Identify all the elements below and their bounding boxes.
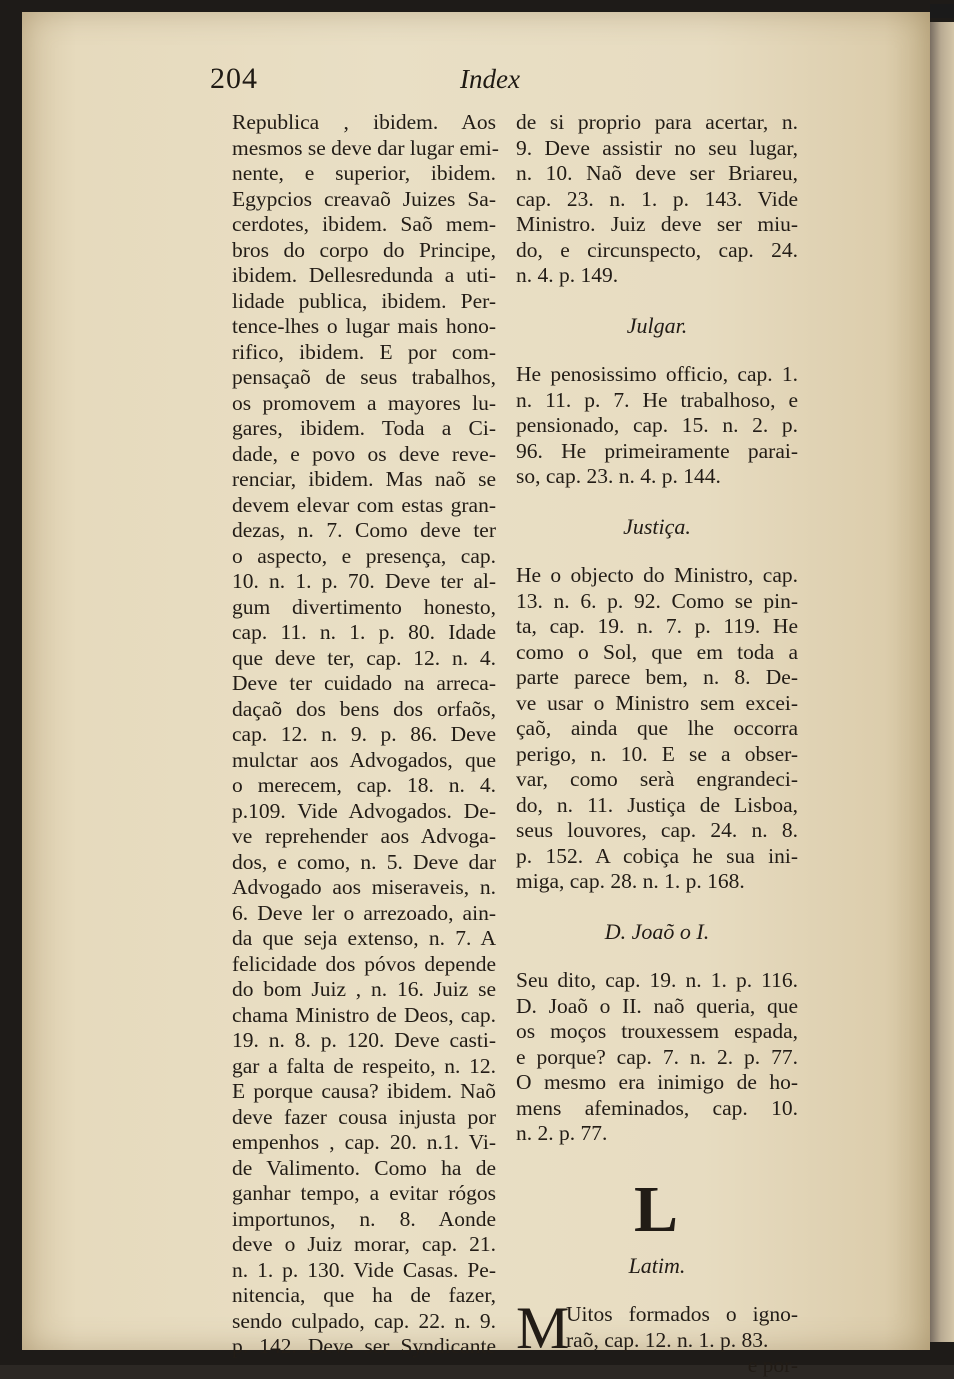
- text-line: ganhar tempo, a evitar rógos: [232, 1181, 496, 1205]
- text-line: p. 142. Deve ser Syndicante: [232, 1334, 496, 1358]
- page-number: 204: [210, 62, 258, 95]
- text-line: deve o Juiz morar, cap. 21.: [232, 1232, 496, 1256]
- section-heading-latim: Latim.: [628, 1252, 686, 1278]
- left-column: [232, 110, 499, 1360]
- drop-cap: M: [516, 1295, 570, 1361]
- text-line: lidade publica, ibidem. Per-: [232, 288, 496, 313]
- text-line: 9. Deve assistir no seu lugar,: [516, 135, 798, 160]
- facing-page-edge: [928, 22, 954, 1342]
- text-line: gar a falta de respeito, n. 12.: [232, 1053, 496, 1078]
- text-line: felicidade dos póvos depende: [232, 951, 496, 976]
- text-line: n. 10. Naõ deve ser Briareu,: [516, 161, 798, 185]
- text-line: pensaçaõ de seus trabalhos,: [232, 365, 496, 389]
- text-line: que deve ter, cap. 12. n. 4.: [232, 645, 496, 670]
- text-line: deve fazer cousa injusta por: [232, 1104, 496, 1129]
- text-line: raõ, cap. 12. n. 1. p. 83.: [566, 1327, 769, 1352]
- text-line: da que seja extenso, n. 7. A: [232, 926, 496, 950]
- text-line: ibidem. Dellesredunda a uti-: [232, 263, 496, 287]
- text-line: He penosissimo officio, cap. 1.: [516, 362, 798, 386]
- text-line: E porque causa? ibidem. Naõ: [232, 1079, 496, 1103]
- text-line: do bom Juiz , n. 16. Juiz se: [232, 977, 496, 1001]
- text-line: mesmos se deve dar lugar emi-: [232, 135, 499, 160]
- text-line: He o objecto do Ministro, cap.: [516, 563, 798, 587]
- text-line: 10. n. 1. p. 70. Deve ter al-: [232, 569, 496, 593]
- text-line: 6. Deve ler o arrezoado, ain-: [232, 900, 496, 925]
- text-line: o aspecto, e presença, cap.: [232, 543, 496, 568]
- text-line: pensionado, cap. 15. n. 2. p.: [516, 413, 798, 437]
- text-line: os moços trouxessem espada,: [516, 1019, 798, 1043]
- text-line: Advogado aos miseraveis, n.: [232, 875, 496, 899]
- text-line: n. 2. p. 77.: [516, 1121, 608, 1145]
- text-line: de si proprio para acertar, n.: [516, 110, 798, 134]
- section-heading-justica: Justiça.: [623, 513, 691, 539]
- section-heading-joao: D. Joaõ o I.: [604, 918, 710, 944]
- text-line: Republica , ibidem. Aos: [232, 110, 496, 134]
- text-line: o merecem, cap. 18. n. 4.: [232, 773, 496, 797]
- text-line: 13. n. 6. p. 92. Como se pin-: [516, 588, 798, 613]
- text-line: nente, e superior, ibidem.: [232, 161, 496, 185]
- text-line: Ministro. Juiz deve ser miu-: [516, 212, 798, 236]
- entry-block: [516, 563, 798, 895]
- text-line: nitencia, que ha de fazer,: [232, 1283, 496, 1307]
- text-line: D. Joaõ o II. naõ queria, que: [516, 993, 798, 1018]
- catchword: e por-: [747, 1353, 798, 1377]
- text-line: como o Sol, que em toda a: [516, 639, 798, 664]
- text-line: dos, e como, n. 5. Deve dar: [232, 849, 496, 874]
- text-line: seus louvores, cap. 24. n. 8.: [516, 818, 798, 842]
- text-line: miga, cap. 28. n. 1. p. 168.: [516, 869, 745, 893]
- text-line: 96. He primeiramente parai-: [516, 438, 798, 463]
- running-title: Index: [460, 64, 520, 94]
- text-line: Uitos formados o igno-: [566, 1302, 798, 1326]
- text-line: cerdotes, ibidem. Saõ mem-: [232, 212, 496, 236]
- text-line: so, cap. 23. n. 4. p. 144.: [516, 464, 721, 488]
- section-letter: L: [633, 1172, 681, 1246]
- text-line: cap. 23. n. 1. p. 143. Vide: [516, 186, 798, 211]
- text-line: gares, ibidem. Toda a Ci-: [232, 416, 496, 440]
- entry-block: [516, 362, 798, 490]
- entry-block: [516, 110, 798, 289]
- text-line: renciar, ibidem. Mas naõ se: [232, 467, 496, 491]
- text-line: do, n. 11. Justiça de Lisboa,: [516, 792, 798, 817]
- text-line: dade, e povo os deve reve-: [232, 441, 496, 466]
- text-line: mulctar aos Advogados, que: [232, 747, 496, 772]
- text-line: var, como serà engrandeci-: [516, 767, 798, 791]
- drop-cap-paragraph: [516, 1295, 798, 1361]
- page-header: [210, 62, 530, 102]
- section-heading-julgar: Julgar.: [626, 312, 688, 338]
- text-line: cap. 12. n. 9. p. 86. Deve: [232, 722, 496, 746]
- text-line: Seu dito, cap. 19. n. 1. p. 116.: [516, 968, 798, 992]
- text-line: importunos, n. 8. Aonde: [232, 1206, 496, 1231]
- text-line: dezas, n. 7. Como deve ter: [232, 518, 496, 542]
- text-line: bros do corpo do Principe,: [232, 237, 496, 262]
- text-line: chama Ministro de Deos, cap.: [232, 1002, 496, 1027]
- text-line: ta, cap. 19. n. 7. p. 119. He: [516, 614, 798, 638]
- right-column: [516, 110, 798, 1379]
- text-line: parte parece bem, n. 8. De-: [516, 665, 798, 689]
- text-line: rifico, ibidem. E por com-: [232, 339, 496, 364]
- text-line: 19. n. 8. p. 120. Deve casti-: [232, 1028, 496, 1052]
- text-line: tence-lhes o lugar mais hono-: [232, 314, 496, 338]
- text-line: n. 4. p. 149.: [516, 263, 619, 287]
- text-line: O mesmo era inimigo de ho-: [516, 1070, 798, 1094]
- text-line: p. 152. A cobiça he sua ini-: [516, 843, 798, 868]
- text-line: p.109. Vide Advogados. De-: [232, 798, 496, 823]
- text-line: empenhos , cap. 20. n.1. Vi-: [232, 1130, 496, 1154]
- text-line: de Valimento. Como ha de: [232, 1155, 496, 1180]
- entry-block: [516, 968, 798, 1147]
- text-line: ve reprehender aos Advoga-: [232, 824, 496, 848]
- text-line: do, e circunspecto, cap. 24.: [516, 237, 798, 262]
- text-line: Deve ter cuidado na arreca-: [232, 671, 496, 695]
- text-line: çaõ, ainda que lhe occorra: [516, 716, 798, 740]
- text-line: cap. 11. n. 1. p. 80. Idade: [232, 620, 496, 644]
- scan-color-patch: [930, 4, 954, 18]
- text-line: mens afeminados, cap. 10.: [516, 1095, 798, 1120]
- text-line: n. 11. p. 7. He trabalhoso, e: [516, 387, 798, 412]
- text-line: sendo culpado, cap. 22. n. 9.: [232, 1308, 496, 1333]
- text-line: ve usar o Ministro sem excei-: [516, 690, 798, 715]
- text-line: gum divertimento honesto,: [232, 594, 496, 619]
- text-line: devem elevar com estas gran-: [232, 492, 496, 517]
- text-line: os promovem a mayores lu-: [232, 390, 496, 415]
- text-line: e porque? cap. 7. n. 2. p. 77.: [516, 1044, 798, 1069]
- text-line: Egypcios creavaõ Juizes Sa-: [232, 186, 496, 211]
- text-line: n. 1. p. 130. Vide Casas. Pe-: [232, 1257, 496, 1282]
- text-line: daçaõ dos bens dos orfaõs,: [232, 696, 496, 721]
- text-line: perigo, n. 10. E se a obser-: [516, 741, 798, 766]
